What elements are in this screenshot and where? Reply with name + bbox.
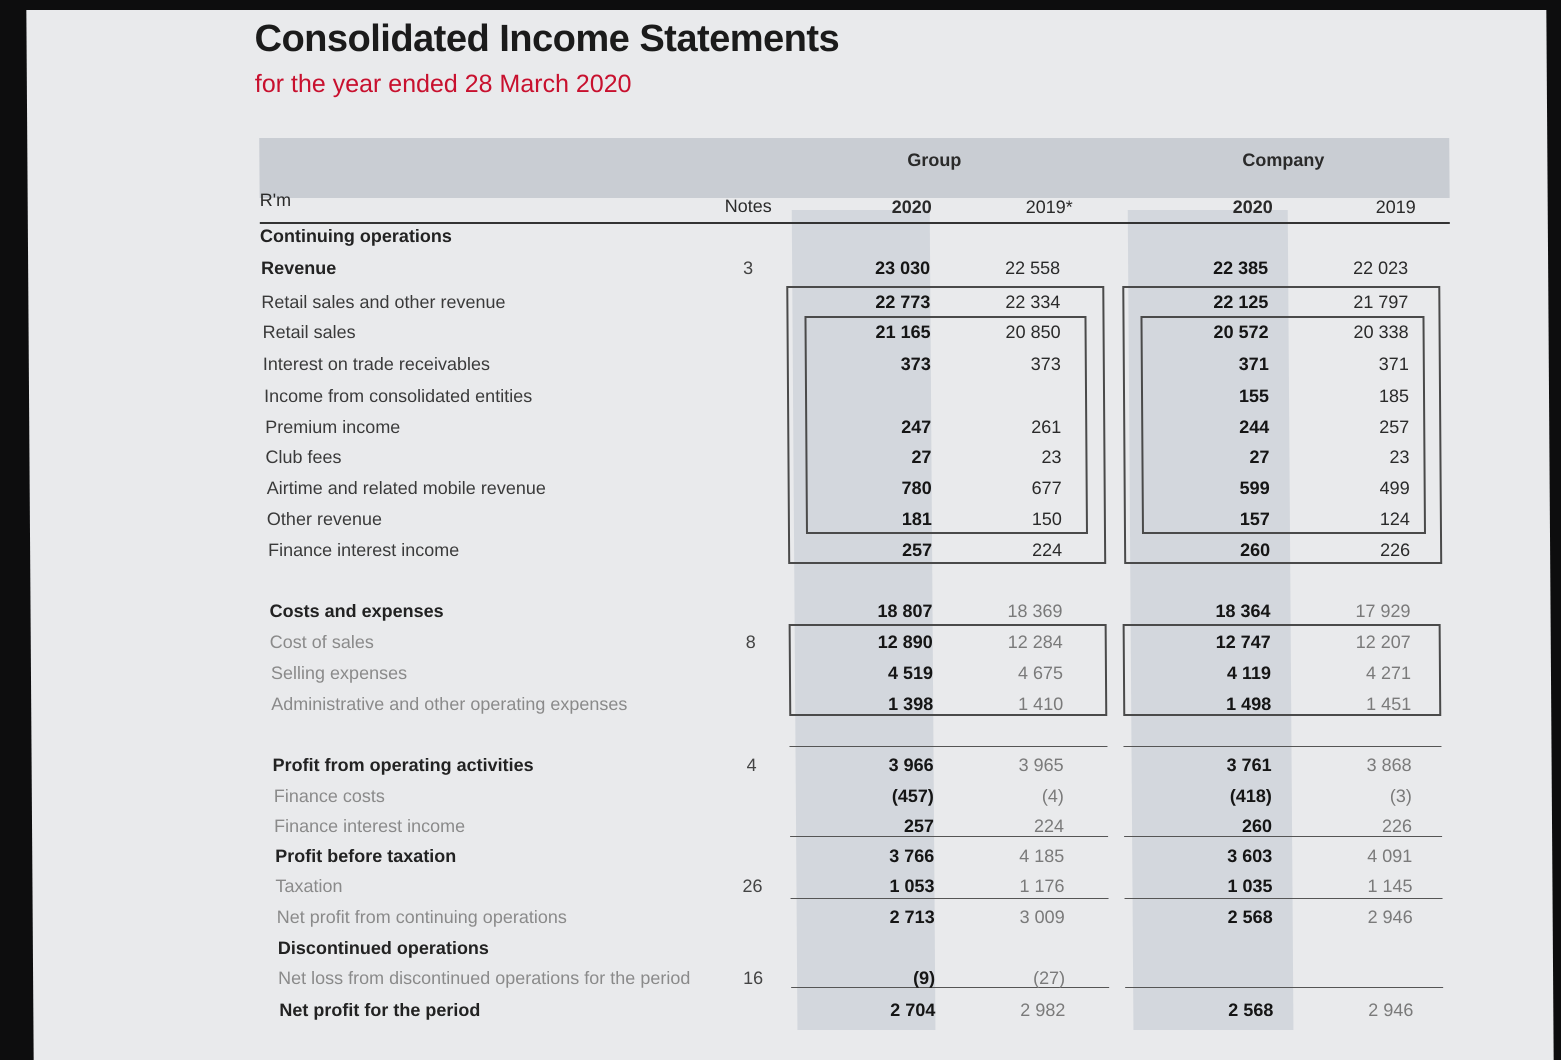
company-2019-value: 23 <box>1389 447 1410 467</box>
group-2019-value: 1 410 <box>1018 694 1064 714</box>
company-2019-value: 22 023 <box>1353 258 1409 278</box>
row-note: 16 <box>743 968 764 988</box>
company-2020-value: 3 761 <box>1226 755 1272 775</box>
row-label: Premium income <box>265 417 401 437</box>
table-row <box>28 320 1548 348</box>
company-2020-value: 244 <box>1239 417 1270 437</box>
group-2019-value: 22 558 <box>1005 258 1061 278</box>
table-row <box>28 256 1548 284</box>
group-2020-value: 1 398 <box>888 694 934 714</box>
company-2019-value: 371 <box>1378 354 1409 374</box>
row-label: Cost of sales <box>269 632 374 652</box>
group-2020-value: 373 <box>900 354 931 374</box>
group-2020-value: 2 704 <box>890 1000 936 1020</box>
group-2019-value: 3 965 <box>1018 755 1064 775</box>
company-2019-value: 4 091 <box>1367 846 1413 866</box>
company-2019-value: 2 946 <box>1368 1000 1414 1020</box>
unit-label: R'm <box>259 190 292 210</box>
table-row <box>31 692 1551 720</box>
table-row <box>28 290 1548 318</box>
group-2019-header: 2019* <box>1025 197 1073 217</box>
table-row <box>32 784 1552 812</box>
row-label: Taxation <box>275 876 343 896</box>
company-2020-value: 2 568 <box>1228 1000 1274 1020</box>
group-2019-value: 150 <box>1031 509 1062 529</box>
company-2020-value: 22 125 <box>1213 292 1269 312</box>
table-row <box>30 538 1550 566</box>
row-label: Profit before taxation <box>275 846 457 866</box>
group-2019-value: 3 009 <box>1019 907 1065 927</box>
group-2019-value: 23 <box>1041 447 1062 467</box>
company-2019-value: 257 <box>1379 417 1410 437</box>
row-label: Other revenue <box>266 509 383 529</box>
row-label: Retail sales and other revenue <box>261 292 506 312</box>
table-row <box>33 998 1553 1026</box>
group-2019-value: 4 185 <box>1019 846 1065 866</box>
company-2019-value: 1 145 <box>1367 876 1413 896</box>
group-2019-value: (27) <box>1033 968 1066 988</box>
table-row <box>32 814 1552 842</box>
notes-header: Notes <box>724 196 772 216</box>
group-2020-value: 3 966 <box>888 755 934 775</box>
company-2020-value: 18 364 <box>1215 601 1271 621</box>
group-2020-value: 780 <box>901 478 932 498</box>
company-2020-value: 27 <box>1249 447 1270 467</box>
group-2020-value: 257 <box>901 540 933 560</box>
group-2019-value: 261 <box>1031 417 1062 437</box>
company-2019-header: 2019 <box>1375 197 1416 217</box>
group-2019-value: 18 369 <box>1007 601 1063 621</box>
company-2019-value: 185 <box>1378 386 1410 406</box>
row-label: Revenue <box>261 258 337 278</box>
row-label: Administrative and other operating expenses <box>271 694 628 714</box>
group-2020-value: 23 030 <box>875 258 931 278</box>
page-subtitle: for the year ended 28 March 2020 <box>254 70 632 98</box>
company-2020-value: 4 119 <box>1226 663 1272 683</box>
table-row <box>30 507 1550 535</box>
group-2020-value: 1 053 <box>889 876 935 896</box>
row-label: Continuing operations <box>259 226 452 246</box>
row-label: Costs and expenses <box>269 601 444 621</box>
row-note: 8 <box>745 632 756 652</box>
group-2020-value: 4 519 <box>887 663 934 683</box>
group-2019-value: 224 <box>1031 540 1063 560</box>
company-opprofit-rule <box>1123 746 1441 747</box>
table-row <box>31 661 1551 689</box>
group-2019-value: 224 <box>1033 816 1065 836</box>
statement-sheet <box>26 10 1553 1060</box>
table-row <box>30 599 1550 627</box>
company-2020-value: 1 035 <box>1227 876 1273 896</box>
group-2020-value: 18 807 <box>877 601 933 621</box>
row-label: Club fees <box>265 447 342 467</box>
company-2019-value: 17 929 <box>1355 601 1411 621</box>
table-row <box>33 936 1553 964</box>
company-2020-value: 260 <box>1239 540 1271 560</box>
group-opprofit-rule <box>789 746 1107 747</box>
company-2019-value: (3) <box>1389 786 1412 806</box>
row-label: Retail sales <box>262 322 356 342</box>
company-2020-value: (418) <box>1229 786 1272 806</box>
row-label: Interest on trade receivables <box>262 354 491 374</box>
row-label: Profit from operating activities <box>272 755 534 775</box>
group-2019-value: 20 850 <box>1005 322 1061 342</box>
company-2020-value: 20 572 <box>1213 322 1269 342</box>
company-2020-header: 2020 <box>1232 197 1273 217</box>
page-title: Consolidated Income Statements <box>254 18 840 60</box>
table-row <box>33 905 1553 933</box>
table-row <box>32 874 1552 902</box>
row-note: 26 <box>742 876 763 896</box>
company-2020-value: 157 <box>1239 509 1270 529</box>
company-2020-value: 2 568 <box>1227 907 1273 927</box>
company-2019-value: 3 868 <box>1366 755 1412 775</box>
company-2020-value: 155 <box>1238 386 1270 406</box>
company-2019-value: 1 451 <box>1366 694 1412 714</box>
table-row <box>29 352 1549 380</box>
row-label: Net profit from continuing operations <box>276 907 567 927</box>
group-2019-value: 22 334 <box>1005 292 1061 312</box>
group-2020-value: 22 773 <box>875 292 931 312</box>
company-2020-value: 260 <box>1241 816 1273 836</box>
group-2020-value: (457) <box>891 786 934 806</box>
row-label: Selling expenses <box>270 663 408 683</box>
company-2020-value: 371 <box>1238 354 1269 374</box>
company-2019-value: 226 <box>1381 816 1413 836</box>
table-row <box>32 753 1552 781</box>
group-2019-value: 677 <box>1031 478 1062 498</box>
row-label: Airtime and related mobile revenue <box>266 478 546 498</box>
table-row <box>28 224 1548 252</box>
group-2020-value: 27 <box>911 447 932 467</box>
group-2020-value: 12 890 <box>877 632 933 652</box>
group-2019-value: 12 284 <box>1007 632 1063 652</box>
company-2020-value: 599 <box>1239 478 1270 498</box>
group-header: Group <box>907 150 962 170</box>
company-2019-value: 21 797 <box>1353 292 1409 312</box>
row-label: Net loss from discontinued operations for the period <box>278 968 691 988</box>
group-2019-value: 2 982 <box>1020 1000 1066 1020</box>
row-note: 4 <box>746 755 757 775</box>
company-2019-value: 12 207 <box>1355 632 1411 652</box>
company-header: Company <box>1242 150 1325 170</box>
company-2020-value: 3 603 <box>1227 846 1273 866</box>
group-2020-value: 181 <box>901 509 932 529</box>
row-note: 3 <box>743 258 754 278</box>
group-2020-value: 2 713 <box>889 907 935 927</box>
company-2019-value: 4 271 <box>1365 663 1412 683</box>
group-2020-header: 2020 <box>891 197 932 217</box>
company-2019-value: 124 <box>1379 509 1410 529</box>
table-row <box>29 415 1549 443</box>
table-row <box>32 844 1552 872</box>
company-2019-value: 499 <box>1379 478 1410 498</box>
row-label: Net profit for the period <box>279 1000 481 1020</box>
company-2019-value: 20 338 <box>1353 322 1409 342</box>
group-2020-value: 21 165 <box>875 322 931 342</box>
group-2019-value: 4 675 <box>1017 663 1064 683</box>
group-2019-value: (4) <box>1041 786 1064 806</box>
table-row <box>29 384 1549 412</box>
group-2019-value: 373 <box>1030 354 1061 374</box>
row-label: Finance interest income <box>273 816 466 836</box>
row-label: Finance interest income <box>268 540 460 560</box>
group-2020-value: 257 <box>903 816 935 836</box>
group-2020-value: 3 766 <box>889 846 935 866</box>
company-2019-value: 226 <box>1379 540 1411 560</box>
company-2019-value: 2 946 <box>1367 907 1413 927</box>
group-2020-value: (9) <box>913 968 936 988</box>
table-row <box>33 966 1553 994</box>
table-row <box>29 445 1549 473</box>
table-row <box>30 476 1550 504</box>
row-label: Discontinued operations <box>277 938 489 958</box>
group-2019-value: 1 176 <box>1019 876 1065 896</box>
row-label: Finance costs <box>273 786 385 806</box>
company-2020-value: 1 498 <box>1226 694 1272 714</box>
company-2020-value: 22 385 <box>1213 258 1269 278</box>
group-2020-value: 247 <box>901 417 932 437</box>
company-2020-value: 12 747 <box>1215 632 1271 652</box>
table-row <box>31 630 1551 658</box>
row-label: Income from consolidated entities <box>263 386 533 406</box>
